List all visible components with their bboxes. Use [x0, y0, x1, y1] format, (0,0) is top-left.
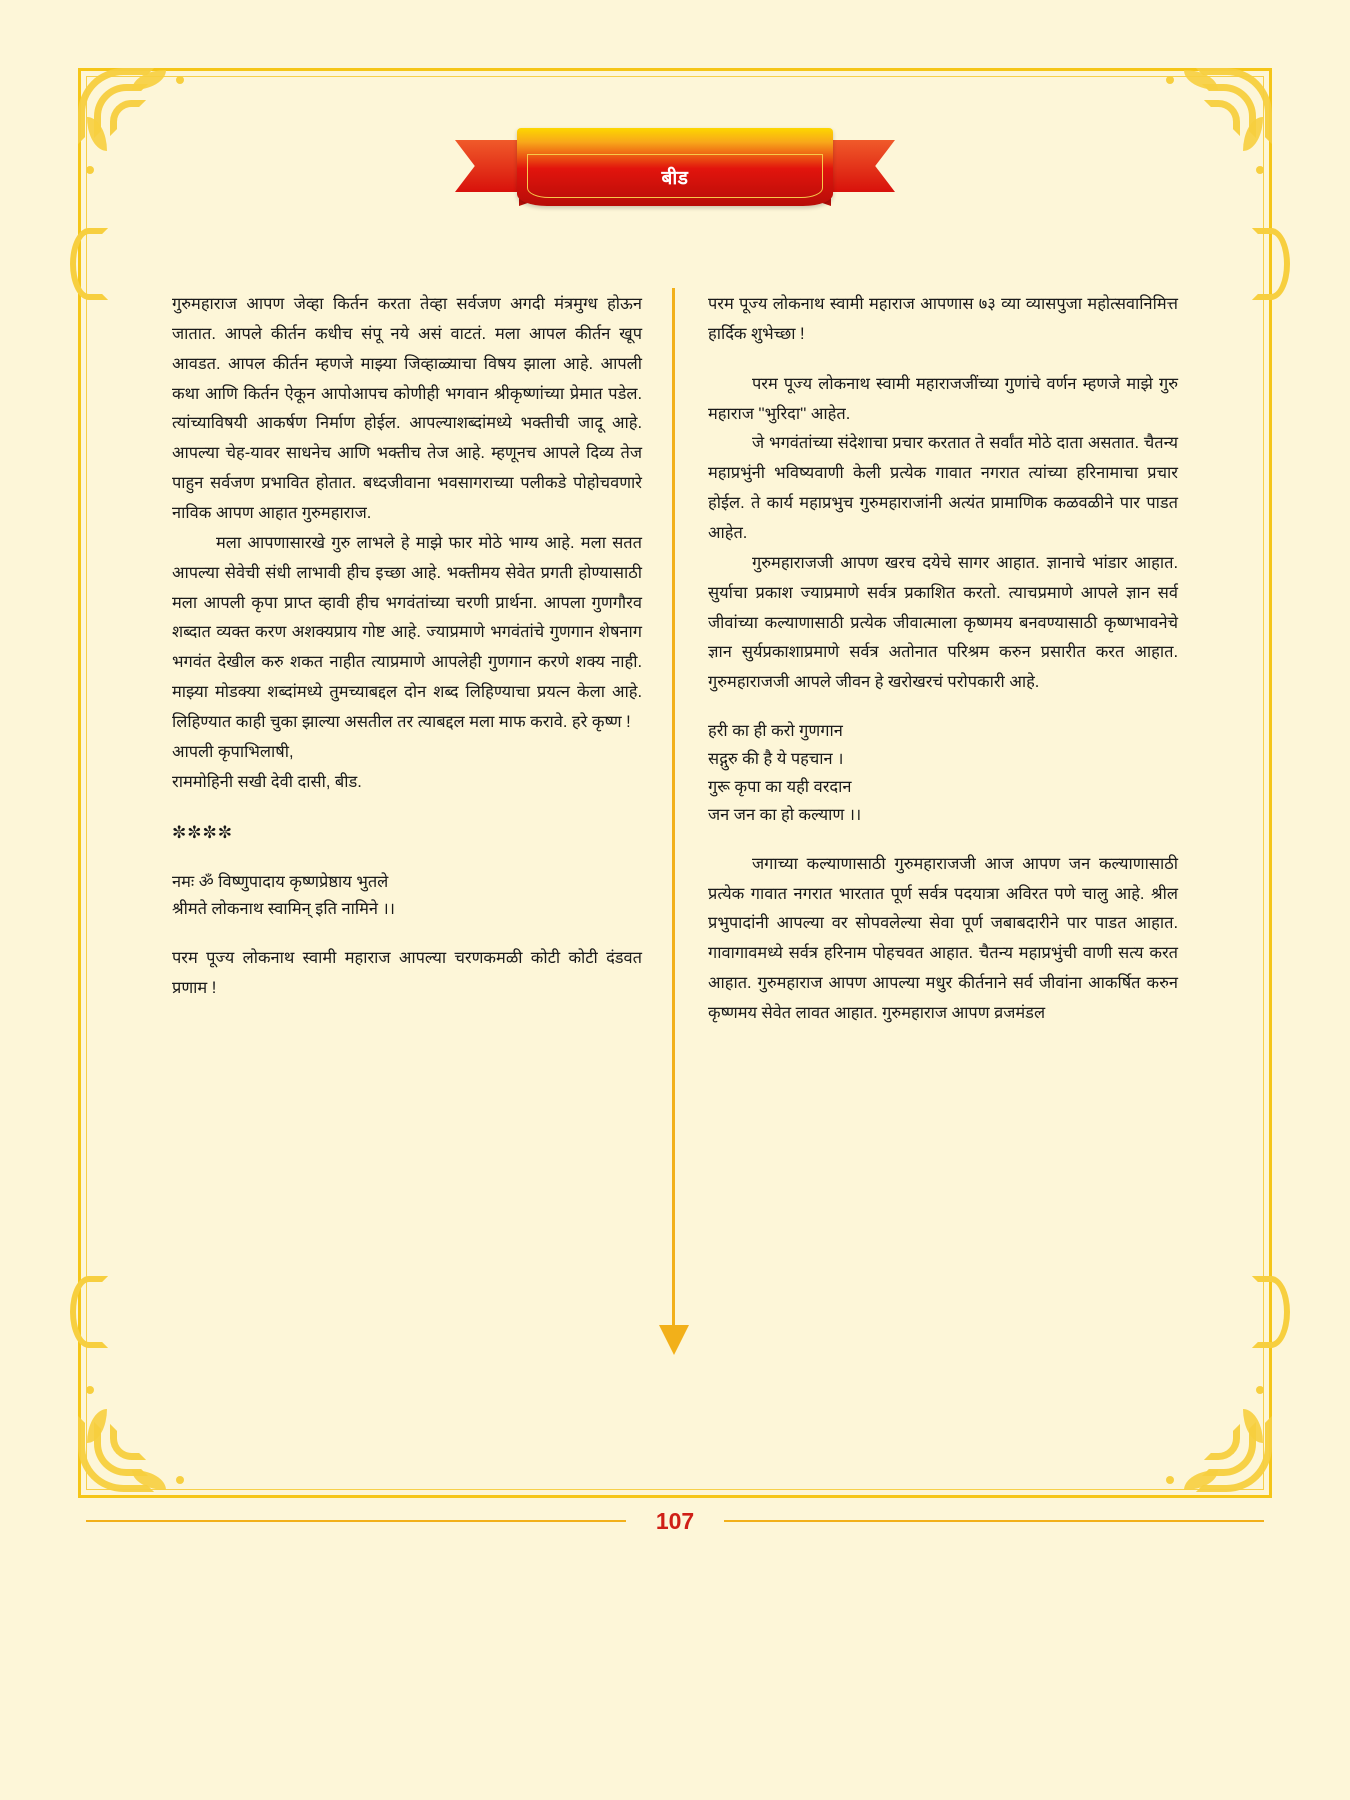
verse-line: जन जन का हो कल्याण ।। — [708, 805, 862, 824]
section-separator: ✼✼✼✼ — [172, 822, 233, 842]
verse-line: नमः ॐ विष्णुपादाय कृष्णप्रेष्ठाय भुतले — [172, 872, 389, 891]
ribbon-title: बीड — [661, 168, 689, 189]
side-ornament-left-top — [70, 228, 108, 300]
side-ornament-right-bottom — [1252, 1276, 1290, 1348]
signature-name: राममोहिनी सखी देवी दासी, बीड. — [172, 772, 362, 791]
side-ornament-right-top — [1252, 228, 1290, 300]
verse-line: सद्गुरु की है ये पहचान । — [708, 750, 844, 769]
right-column — [708, 290, 1178, 1029]
ribbon-banner — [455, 128, 895, 218]
paragraph: परम पूज्य लोकनाथ स्वामी महाराज आपणास ७३ व्या व्यासपुजा महोत्सवानिमित्त हार्दिक शुभेच्छा ! — [708, 295, 1178, 343]
verse-line: हरी का ही करो गुणगान — [708, 722, 843, 741]
signature-line: आपली कृपाभिलाषी, — [172, 742, 294, 761]
verse-line: श्रीमते लोकनाथ स्वामिन् इति नामिने ।। — [172, 900, 395, 919]
page-number: 107 — [655, 1508, 695, 1534]
left-column — [172, 290, 642, 1004]
paragraph: जे भगवंतांच्या संदेशाचा प्रचार करतात ते सर्वांत मोठे दाता असतात. चैतन्य महाप्रभुंनी भविष्यवाणी केली प्रत्येक गावात नगरात त्यांच्या हरिनामाचा प्रचार होईल. ते कार्य महाप्रभुच गुरुमहाराजांनी अत्यंत प्रामाणिक कळवळीने पार पाडत आहेत. — [708, 434, 1178, 543]
closing-paragraph: जगाच्या कल्याणासाठी गुरुमहाराजजी आज आपण जन कल्याणासाठी प्रत्येक गावात नगरात भारतात पूर्ण सर्वत्र पदयात्रा अविरत पणे चालु आहे. श्रील प्रभुपादांनी आपल्या वर सोपवलेल्या सेवा पूर्ण जबाबदारीने पार पाडत आहात. गावागावमध्ये सर्वत्र हरिनाम पोहचवत आहात. चैतन्य महाप्रभुंची वाणी सत्य करत आहात. गुरुमहाराज आपण आपल्या मधुर कीर्तनाने सर्व जीवांना आकर्षित करुन कृष्णमय सेवेत लावत आहात. गुरुमहाराज आपण व्रजमंडल — [708, 854, 1178, 1023]
body-columns — [130, 290, 1220, 1440]
paragraph: परम पूज्य लोकनाथ स्वामी महाराजजींच्या गुणांचे वर्णन म्हणजे माझे गुरु महाराज ''भुरिदा'' आहेत. — [708, 374, 1178, 423]
paragraph: गुरुमहाराज आपण जेव्हा किर्तन करता तेव्हा सर्वजण अगदी मंत्रमुग्ध होऊन जातात. आपले कीर्तन कधीच संपू नये असं वाटतं. मला आपल कीर्तन खूप आवडत. आपल कीर्तन म्हणजे माझ्या जिव्हाळ्याचा विषय झाला आहे. आपली कथा आणि किर्तन ऐकून आपोआपच कोणीही भगवान श्रीकृष्णांच्या प्रेमात पडेल. त्यांच्याविषयी आकर्षण निर्माण होईल. आपल्याशब्दांमध्ये भक्तीची जादू आहे. आपल्या चेह-यावर साधनेच आणि भक्तीच तेज आहे. म्हणूनच आपले दिव्य तेज पाहुन सर्वजण प्रभावित होतात. बध्दजीवाना भवसागराच्या पलीकडे पोहोचवणारे नाविक आपण आहात गुरुमहाराज. — [172, 295, 642, 523]
paragraph: मला आपणासारखे गुरु लाभले हे माझे फार मोठे भाग्य आहे. मला सतत आपल्या सेवेची संधी लाभावी हीच इच्छा आहे. भक्तीमय सेवेत प्रगती होण्यासाठी मला आपली कृपा प्राप्त व्हावी हीच भगवंतांच्या चरणी प्रार्थना. आपला गुणगौरव शब्दात व्यक्त करण अशक्यप्राय गोष्ट आहे. ज्याप्रमाणे भगवंतांचे गुणगान शेषनाग भगवंत देखील करु शकत नाहीत त्याप्रमाणे आपलेही गुणगान करणे शक्य नाही. माझ्या मोडक्या शब्दांमध्ये तुमच्याबद्दल दोन शब्द लिहिण्याचा प्रयत्न केला आहे. लिहिण्यात काही चुका झाल्या असतील तर त्याबद्दल मला माफ करावे. हरे कृष्ण ! — [172, 533, 642, 732]
closing-paragraph: परम पूज्य लोकनाथ स्वामी महाराज आपल्या चरणकमळी कोटी कोटी दंडवत प्रणाम ! — [172, 949, 642, 998]
verse-line: गुरू कृपा का यही वरदान — [708, 777, 852, 796]
paragraph: गुरुमहाराजजी आपण खरच दयेचे सागर आहात. ज्ञानाचे भांडार आहात. सुर्याचा प्रकाश ज्याप्रमाणे सर्वत्र प्रकाशित करतो. त्याचप्रमाणे आपले ज्ञान सर्व जीवांच्या कल्याणासाठी प्रत्येक जीवात्माला कृष्णमय बनवण्यासाठी कृष्णभावनेचे ज्ञान सुर्यप्रकाशाप्रमाणे सर्वत्र अतोनात परिश्रम करुन प्रसारीत करत आहात. गुरुमहाराजजी आपले जीवन हे खरोखरचं परोपकारी आहे. — [708, 553, 1178, 692]
side-ornament-left-bottom — [70, 1276, 108, 1348]
